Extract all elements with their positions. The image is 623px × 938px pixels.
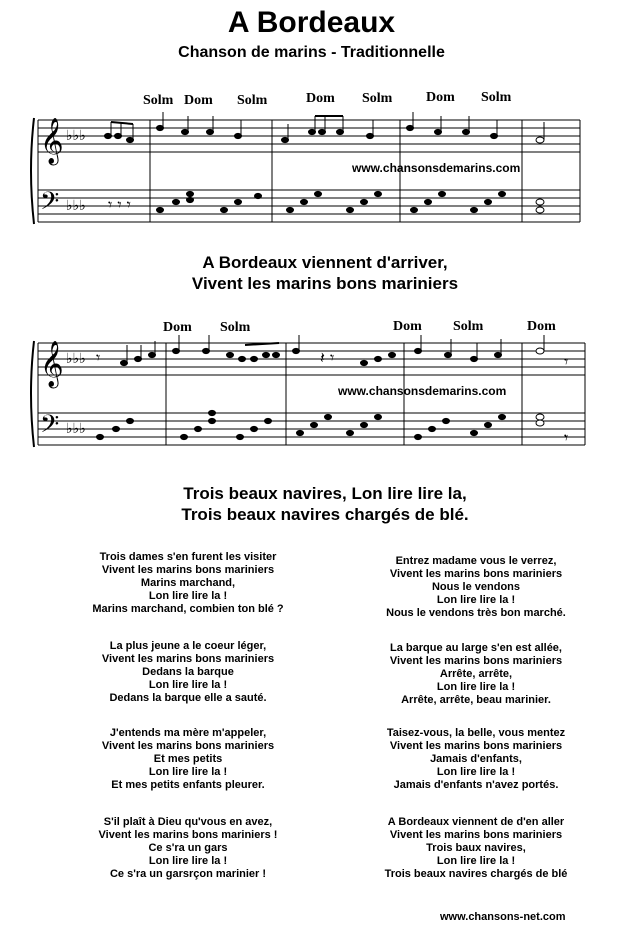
chord-label: Dom — [184, 93, 213, 108]
refrain-line: A Bordeaux viennent d'arriver, — [202, 253, 448, 272]
verse-line: Vivent les marins bons mariniers ! — [98, 829, 278, 841]
verse-line: Lon lire lire la ! — [148, 679, 228, 691]
chord-label: Solm — [362, 91, 393, 106]
watermark: www.chansonsdemarins.com — [352, 161, 521, 175]
svg-text:♭♭♭: ♭♭♭ — [66, 198, 86, 214]
chord-label: Dom — [306, 91, 335, 106]
svg-text:𝄞: 𝄞 — [40, 118, 64, 164]
music-score-1 — [0, 110, 623, 235]
verse-line: Dedans la barque elle a sauté. — [109, 692, 267, 704]
verse-line: Vivent les marins bons mariniers — [101, 564, 275, 576]
verse-line: Vivent les marins bons mariniers — [101, 740, 275, 752]
verse-line: Nous le vendons — [431, 581, 521, 593]
verse-line: Vivent les marins bons mariniers — [389, 740, 563, 752]
svg-text:𝄞: 𝄞 — [40, 341, 64, 387]
watermark: www.chansonsdemarins.com — [338, 384, 507, 398]
verse-line: Lon lire lire la ! — [148, 590, 228, 602]
chord-label: Solm — [453, 319, 484, 334]
song-title: A Bordeaux — [227, 6, 396, 39]
verse-line: Jamais d'enfants, — [430, 753, 522, 765]
verse-line: Et mes petits enfants pleurer. — [111, 779, 265, 791]
verse-block — [43, 640, 333, 705]
verse-line: Vivent les marins bons mariniers — [101, 653, 275, 665]
svg-text:𝄢: 𝄢 — [40, 410, 60, 445]
verse-line: Marins marchand, — [140, 577, 236, 589]
verse-line: La barque au large s'en est allée, — [390, 642, 562, 654]
chord-label: Dom — [163, 320, 192, 335]
refrain-line: Vivent les marins bons mariniers — [191, 274, 459, 293]
verse-line: Trois baux navires, — [426, 842, 526, 854]
verse-line: Lon lire lire la ! — [436, 855, 516, 867]
verse-line: A Bordeaux viennent de d'en aller — [387, 816, 565, 828]
verse-line: Arrête, arrête, — [439, 668, 513, 680]
chord-label: Dom — [426, 90, 455, 105]
music-score-2 — [0, 333, 623, 458]
verse-line: Trois beaux navires chargés de blé — [384, 868, 568, 880]
chord-label: Solm — [481, 90, 512, 105]
verse-line: Et mes petits — [153, 753, 223, 765]
svg-text:♭♭♭: ♭♭♭ — [66, 421, 86, 437]
verse-line: S'il plaît à Dieu qu'vous en avez, — [103, 816, 273, 828]
svg-text:𝄽 𝄾: 𝄽 𝄾 — [320, 348, 335, 367]
verse-line: Vivent les marins bons mariniers — [389, 655, 563, 667]
verse-line: Entrez madame vous le verrez, — [395, 555, 557, 567]
svg-text:𝄾: 𝄾 — [96, 348, 101, 367]
verse-block — [331, 727, 621, 792]
verse-line: Marins marchand, combien ton blé ? — [92, 603, 284, 615]
chord-label: Solm — [237, 93, 268, 108]
verse-line: Dedans la barque — [142, 666, 234, 678]
verse-line: Vivent les marins bons mariniers — [389, 568, 563, 580]
song-subtitle: Chanson de marins - Traditionnelle — [178, 44, 445, 61]
svg-text:𝄾: 𝄾 — [564, 428, 569, 447]
chord-label: Solm — [220, 320, 251, 335]
svg-text:𝄾 𝄾 𝄾: 𝄾 𝄾 𝄾 — [108, 195, 131, 214]
verse-line: Nous le vendons très bon marché. — [386, 607, 566, 619]
verse-block — [43, 727, 333, 792]
verse-line: Ce s'ra un gars — [148, 842, 228, 854]
svg-text:𝄾: 𝄾 — [564, 352, 569, 371]
verse-block — [331, 816, 621, 881]
verse-line: Taisez-vous, la belle, vous mentez — [386, 727, 566, 739]
verse-line: La plus jeune a le coeur léger, — [109, 640, 267, 652]
verse-line: Lon lire lire la ! — [148, 766, 228, 778]
verse-block — [43, 551, 333, 616]
refrain-2 — [0, 483, 623, 525]
verse-line: J'entends ma mère m'appeler, — [109, 727, 267, 739]
verse-line: Vivent les marins bons mariniers — [389, 829, 563, 841]
svg-text:♭♭♭: ♭♭♭ — [66, 351, 86, 367]
svg-text:𝄢: 𝄢 — [40, 187, 60, 222]
verse-line: Lon lire lire la ! — [436, 766, 516, 778]
verse-block — [331, 642, 621, 707]
chord-label: Dom — [527, 319, 556, 334]
refrain-line: Trois beaux navires chargés de blé. — [181, 505, 469, 524]
verse-line: Ce s'ra un garsrçon marinier ! — [109, 868, 267, 880]
verse-line: Arrête, arrête, beau marinier. — [401, 694, 551, 706]
verse-line: Lon lire lire la ! — [436, 681, 516, 693]
chord-label: Dom — [393, 319, 422, 334]
verse-line: Lon lire lire la ! — [436, 594, 516, 606]
verse-line: Trois dames s'en furent les visiter — [99, 551, 277, 563]
verse-block — [43, 816, 333, 881]
refrain-line: Trois beaux navires, Lon lire lire la, — [183, 484, 467, 503]
verse-line: Jamais d'enfants n'avez portés. — [393, 779, 559, 791]
chord-label: Solm — [143, 93, 174, 108]
verse-line: Lon lire lire la ! — [148, 855, 228, 867]
refrain-1 — [0, 252, 623, 294]
svg-text:♭♭♭: ♭♭♭ — [66, 128, 86, 144]
footer-url: www.chansons-net.com — [440, 911, 566, 923]
verse-block — [331, 555, 621, 620]
